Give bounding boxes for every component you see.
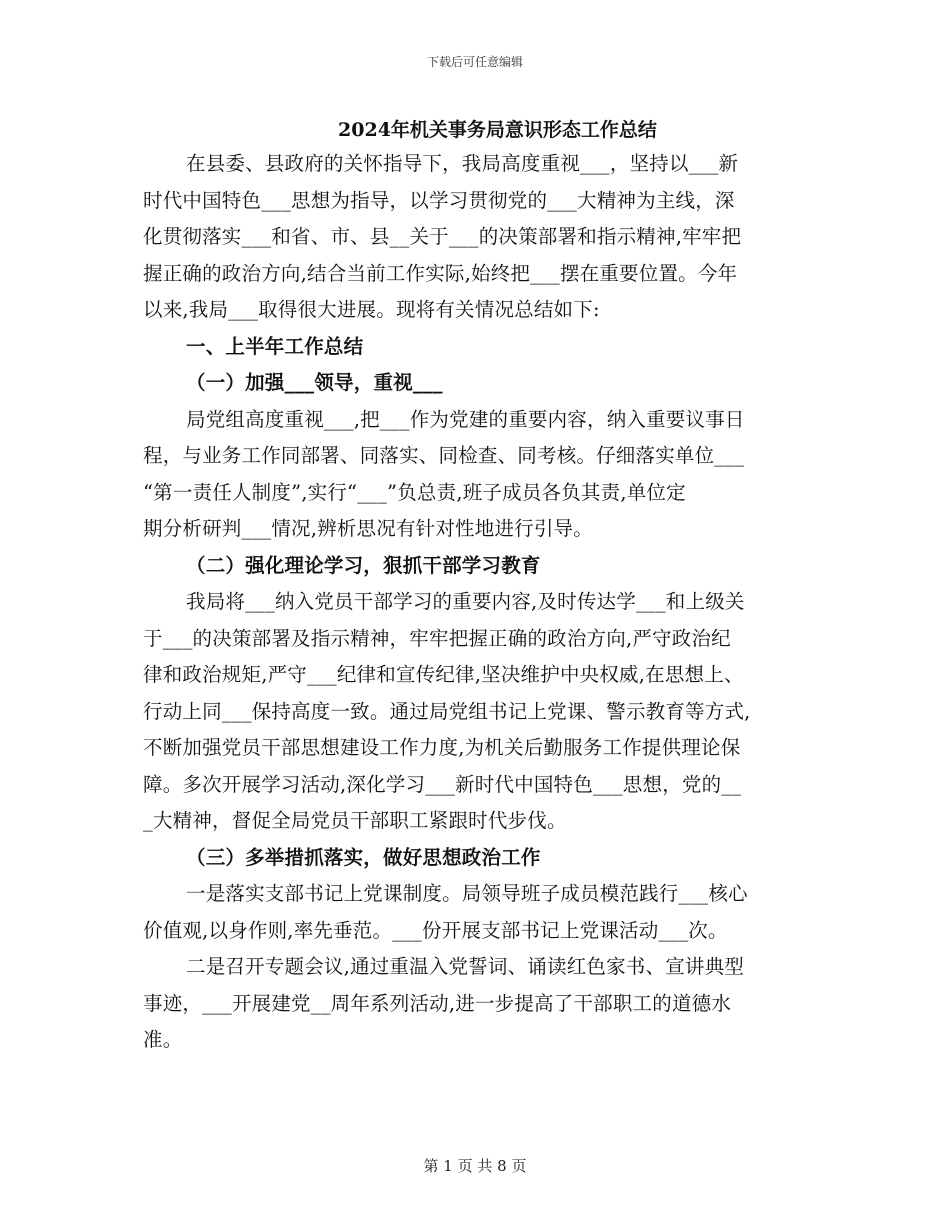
document-title: 2024年机关事务局意识形态工作总结: [338, 119, 657, 141]
paragraph-line: 障。多次开展学习活动,深化学习___新时代中国特色___思想，党的__: [143, 772, 742, 796]
paragraph-line: 握正确的政治方向,结合当前工作实际,始终把___摆在重要位置。今年: [143, 261, 738, 285]
page-footer: 第 1 页 共 8 页: [423, 1157, 527, 1175]
paragraph-line: 在县委、县政府的关怀指导下，我局高度重视___，坚持以___新: [186, 152, 739, 175]
paragraph-line: 事迹，___开展建党__周年系列活动,进一步提高了干部职工的道德水: [143, 991, 732, 1015]
paragraph-line: 以来,我局___取得很大进展。现将有关情况总结如下:: [143, 298, 600, 321]
paragraph-line: 化贯彻落实___和省、市、县__关于___的决策部署和指示精神,牢牢把: [143, 225, 742, 248]
paragraph-line: _大精神，督促全局党员干部职工紧跟时代步伐。: [143, 809, 567, 832]
section-heading: 一、上半年工作总结: [186, 334, 364, 358]
subsection-heading: （一）加强___领导，重视___: [186, 371, 443, 394]
paragraph-line: 程，与业务工作同部署、同落实、同检查、同考核。仔细落实单位___: [143, 444, 745, 467]
paragraph-line: 行动上同___保持高度一致。通过局党组书记上党课、警示教育等方式,: [143, 699, 751, 723]
paragraph-line: 价值观,以身作则,率先垂范。___份开展支部书记上党课活动___次。: [143, 918, 728, 942]
paragraph-line: 二是召开专题会议,通过重温入党誓词、诵读红色家书、宣讲典型: [186, 955, 744, 978]
subsection-heading: （三）多举措抓落实，做好思想政治工作: [186, 845, 541, 869]
paragraph-line: 局党组高度重视___,把___作为党建的重要内容，纳入重要议事日: [186, 407, 745, 431]
paragraph-line: 于___的决策部署及指示精神，牢牢把握正确的政治方向,严守政治纪: [143, 626, 731, 650]
paragraph-line: 一是落实支部书记上党课制度。局领导班子成员模范践行___核心: [186, 882, 748, 905]
paragraph-line: 期分析研判___情况,辨析思况有针对性地进行引导。: [143, 517, 593, 540]
paragraph-line: 准。: [143, 1028, 183, 1051]
paragraph-line: 不断加强党员干部思想建设工作力度,为机关后勤服务工作提供理论保: [143, 736, 741, 759]
paragraph-line: 我局将___纳入党员干部学习的重要内容,及时传达学___和上级关: [186, 590, 745, 613]
document-body: [143, 146, 809, 1059]
paragraph-line: “第一责任人制度”,实行“___”负总责,班子成员各负其责,单位定: [143, 480, 686, 504]
paragraph-line: 时代中国特色___思想为指导，以学习贯彻党的___大精神为主线，深: [143, 188, 735, 212]
header-note: 下载后可任意编辑: [426, 55, 523, 69]
paragraph-line: 律和政治规矩,严守___纪律和宣传纪律,坚决维护中央权威,在思想上、: [143, 663, 744, 686]
subsection-heading: （二）强化理论学习，狠抓干部学习教育: [186, 553, 541, 577]
